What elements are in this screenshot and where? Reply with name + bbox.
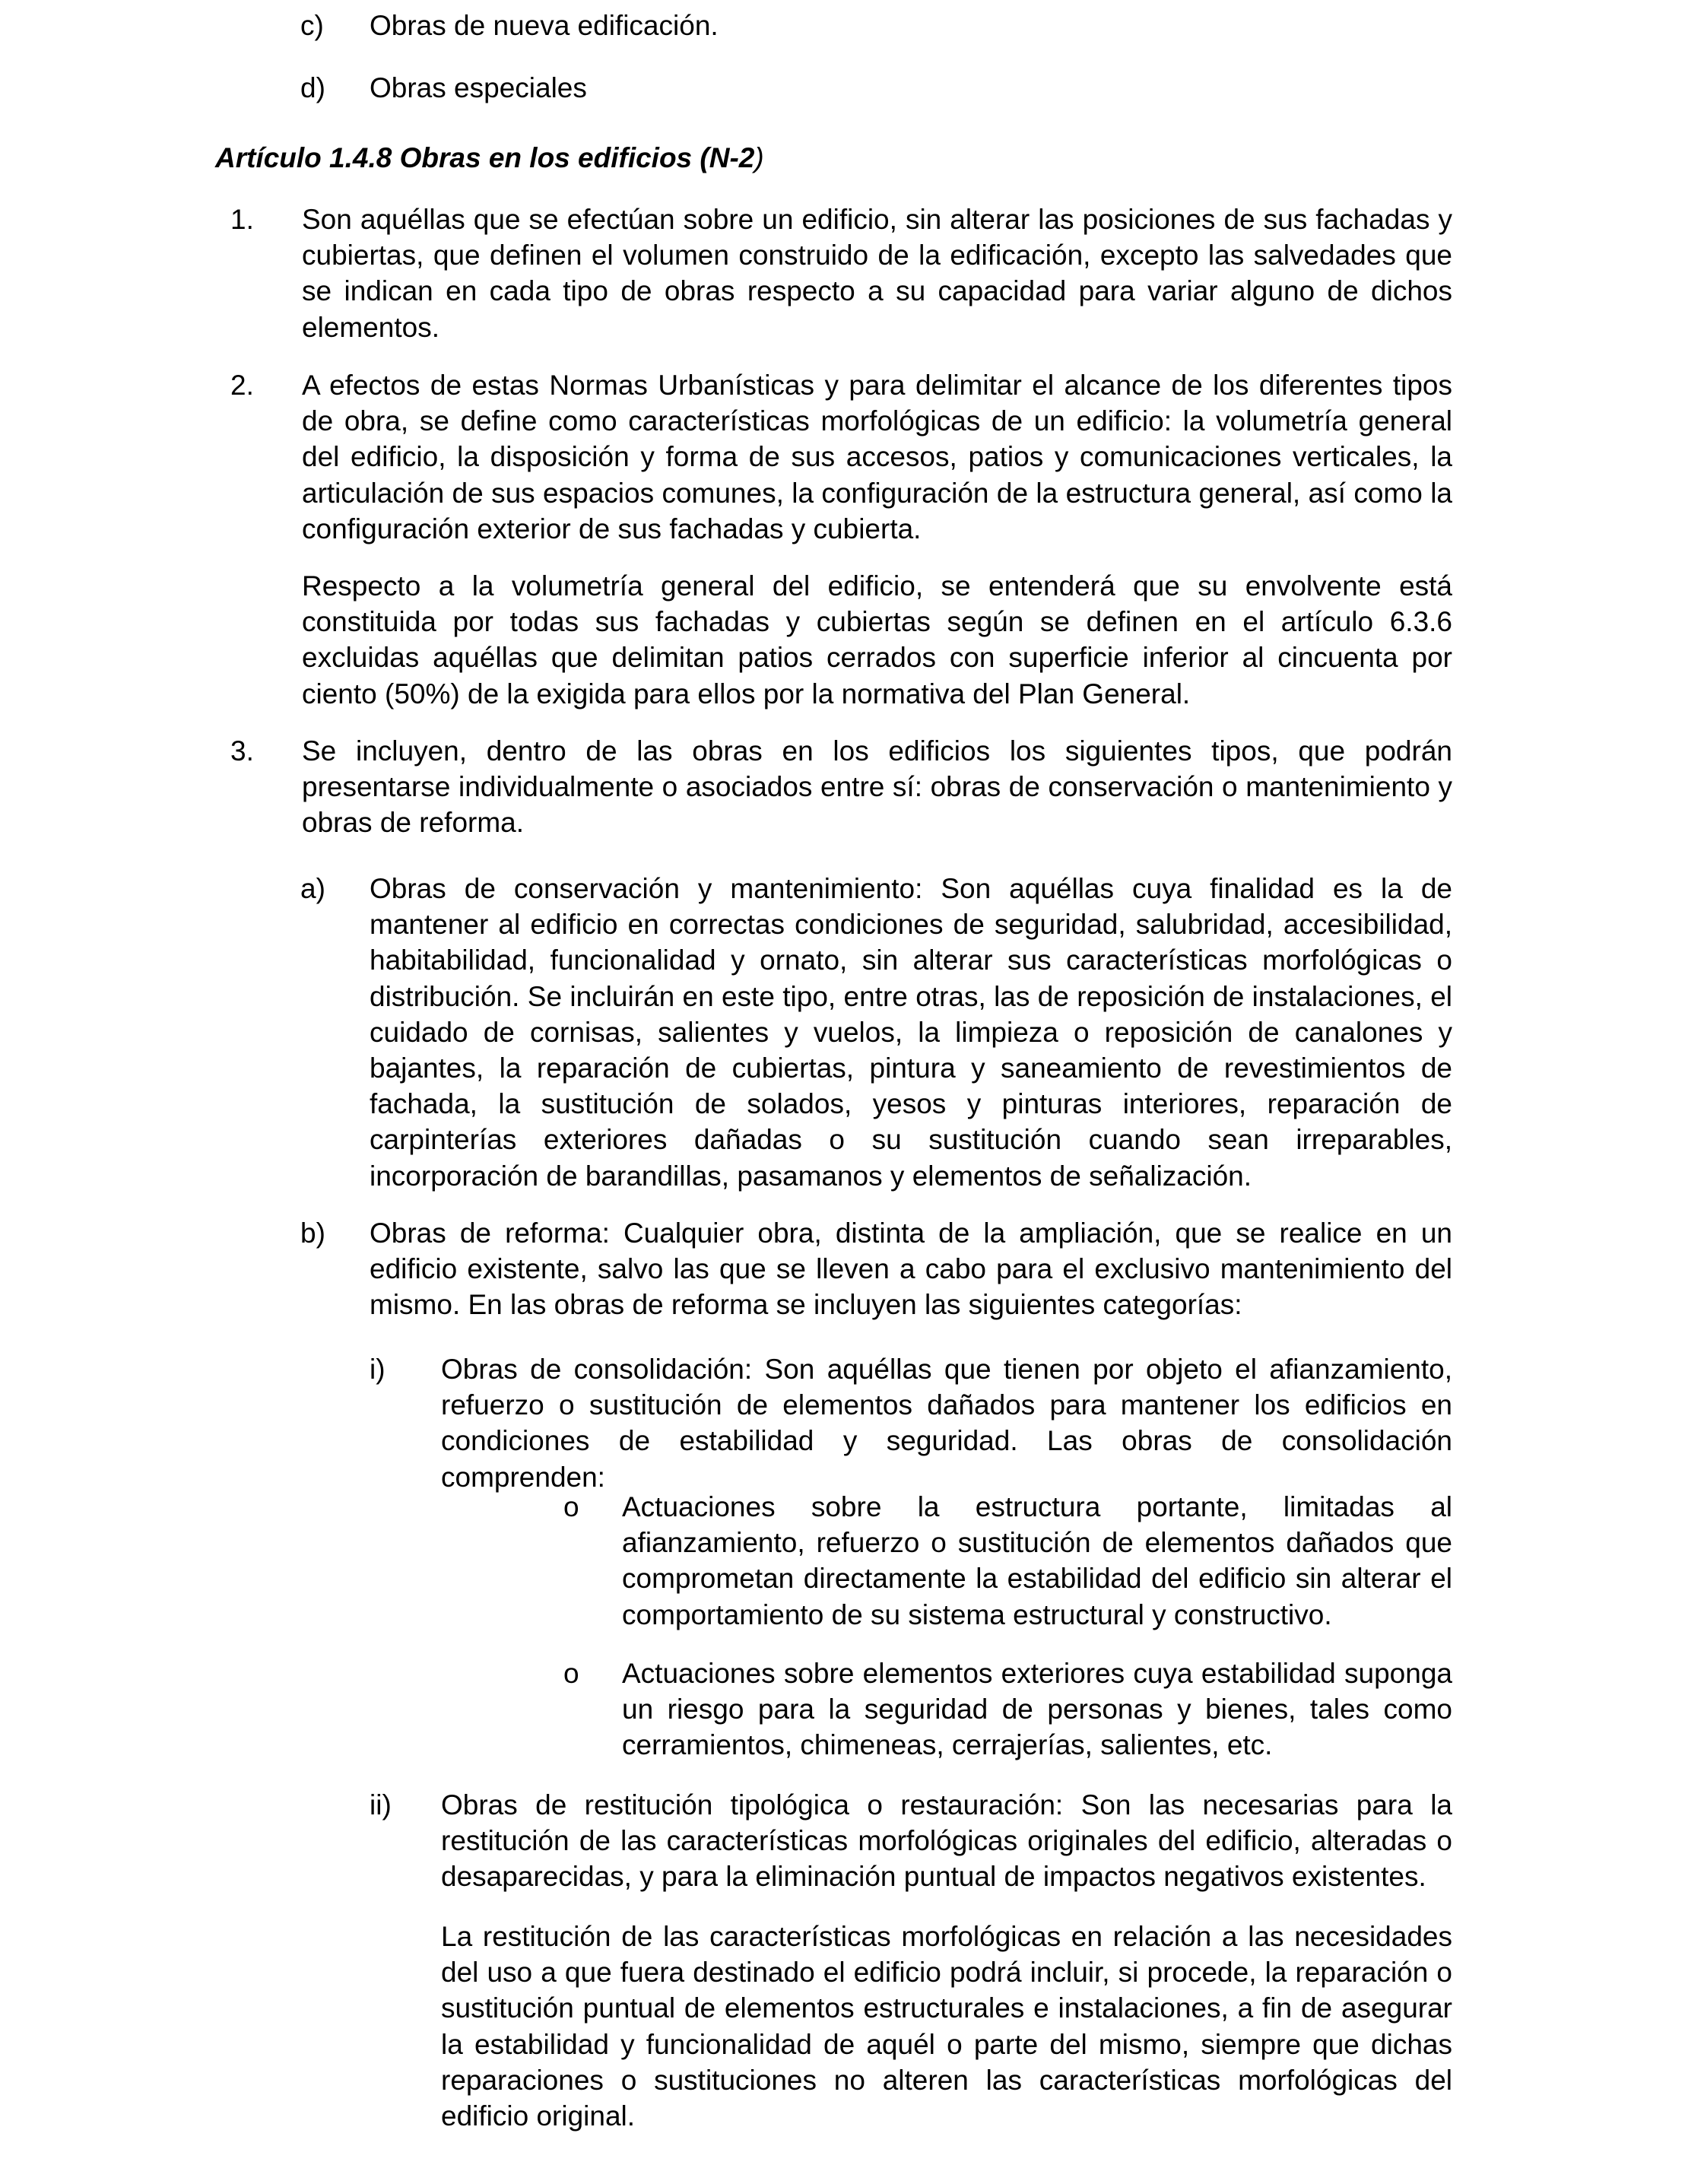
list-marker: i) [370, 1354, 386, 1385]
article-title: Artículo 1.4.8 Obras en los edificios (N-2 [215, 142, 755, 173]
paragraph-text: Respecto a la volumetría general del edificio, se entenderá que su envolvente está constituida por todas sus fachadas y cubiertas según se definen en el artículo 6.3.6 excluidas aquéllas que delimitan patios cerrados con superficie inferior al cincuenta por ciento (50%) de la exigida para ellos por la normativa del Plan General. [302, 570, 1452, 709]
bullet-marker: o [563, 1658, 579, 1689]
paragraph-text: Obras de conservación y mantenimiento: Son aquéllas cuya finalidad es la de mantener al edificio en correctas condiciones de seguridad, salubridad, accesibilidad, habitabilidad, funcionalidad y ornato, sin alterar sus características morfológicas o distribución. Se incluirán en este tipo, entre otras, las de reposición de instalaciones, el cuidado de cornisas, salientes y vuelos, la limpieza o reposición de canalones y bajantes, la reparación de cubiertas, pintura y saneamiento de revestimientos de fachada, la sustitución de solados, yesos y pinturas interiores, reparación de carpinterías exteriores dañadas o su sustitución cuando sean irreparables, incorporación de barandillas, pasamanos y elementos de señalización. [370, 873, 1452, 1192]
list-marker: d) [300, 72, 325, 103]
article-title-paren: ) [754, 142, 764, 173]
paragraph-text: A efectos de estas Normas Urbanísticas y para delimitar el alcance de los diferentes tipos de obra, se define como características morfológicas de un edificio: la volumetría general del edificio, la disposición y forma de sus accesos, patios y comunicaciones verticales, la articulación de sus espacios comunes, la configuración de la estructura general, así como la configuración exterior de sus fachadas y cubierta. [302, 370, 1452, 544]
list-marker: 1. [230, 204, 254, 235]
list-marker: 2. [230, 370, 254, 401]
list-item-text: Obras especiales [370, 72, 587, 103]
paragraph-text: Actuaciones sobre la estructura portante, limitadas al afianzamiento, refuerzo o sustitución de elementos dañados que comprometan directamente la estabilidad del edificio sin alterar el comportamiento de su sistema estructural y constructivo. [622, 1491, 1452, 1630]
list-item-text: Obras de nueva edificación. [370, 10, 719, 41]
list-marker: a) [300, 873, 325, 904]
paragraph-text: Obras de restitución tipológica o restauración: Son las necesarias para la restitución de las características morfológicas originales del edificio, alteradas o desaparecidas, y para la eliminación puntual de impactos negativos existentes. [441, 1789, 1452, 1893]
list-marker: 3. [230, 735, 254, 767]
list-marker: c) [300, 10, 324, 41]
article-heading [215, 140, 764, 176]
list-marker: ii) [370, 1789, 392, 1821]
list-marker: b) [300, 1217, 325, 1249]
paragraph-text: Obras de consolidación: Son aquéllas que tienen por objeto el afianzamiento, refuerzo o sustitución de elementos dañados para mantener los edificios en condiciones de estabilidad y seguridad. Las obras de consolidación comprenden: [441, 1354, 1452, 1493]
paragraph-text: Son aquéllas que se efectúan sobre un edificio, sin alterar las posiciones de sus fachadas y cubiertas, que definen el volumen construido de la edificación, excepto las salvedades que se indican en cada tipo de obras respecto a su capacidad para variar alguno de dichos elementos. [302, 204, 1452, 343]
paragraph-text: Obras de reforma: Cualquier obra, distinta de la ampliación, que se realice en un edificio existente, salvo las que se lleven a cabo para el exclusivo mantenimiento del mismo. En las obras de reforma se incluyen las siguientes categorías: [370, 1217, 1452, 1321]
bullet-marker: o [563, 1491, 579, 1522]
paragraph-text: Se incluyen, dentro de las obras en los edificios los siguientes tipos, que podrán presentarse individualmente o asociados entre sí: obras de conservación o mantenimiento y obras de reforma. [302, 735, 1452, 839]
paragraph-text: La restitución de las características morfológicas en relación a las necesidades del uso a que fuera destinado el edificio podrá incluir, si procede, la reparación o sustitución puntual de elementos estructurales e instalaciones, a fin de asegurar la estabilidad y funcionalidad de aquél o parte del mismo, siempre que dichas reparaciones o sustituciones no alteren las características morfológicas del edificio original. [441, 1921, 1452, 2132]
paragraph-text: Actuaciones sobre elementos exteriores cuya estabilidad suponga un riesgo para la seguridad de personas y bienes, tales como cerramientos, chimeneas, cerrajerías, salientes, etc. [622, 1658, 1452, 1761]
